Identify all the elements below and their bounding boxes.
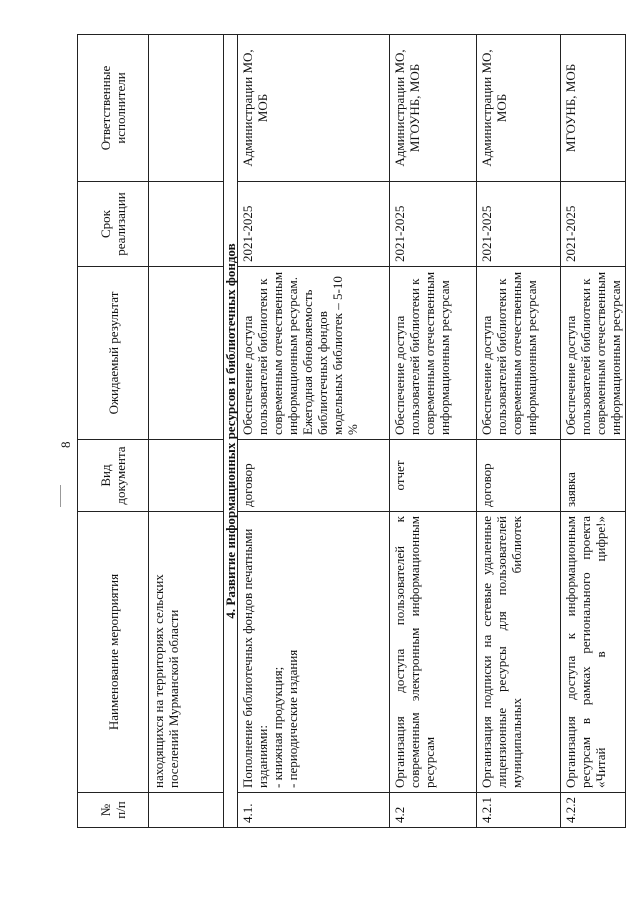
header-doc: Вид документа <box>78 440 149 512</box>
row-term: 2021-2025 <box>390 182 477 267</box>
row-term: 2021-2025 <box>477 182 561 267</box>
row-result: Обеспечение доступа пользователей библиотеки к современным отечественным информационным ресурсам <box>477 267 561 440</box>
page-number: 8 <box>58 441 73 448</box>
continuation-term <box>149 182 224 267</box>
row-num: 4.2 <box>390 793 477 828</box>
row-doc: отчет <box>390 440 477 512</box>
header-num: № п/п <box>78 793 149 828</box>
continuation-resp <box>149 35 224 182</box>
row-bullet: - периодические издания <box>285 649 300 788</box>
row-name: Организация доступа к информационным ресурсам в рамках регионального проекта «Читай в цифре!» <box>561 512 626 793</box>
header-name: Наименование мероприятия <box>78 512 149 793</box>
table-row <box>390 35 477 828</box>
activities-table <box>77 34 626 828</box>
row-name <box>238 512 390 793</box>
row-resp: Администрации МО, МГОУНБ, МОБ <box>390 35 477 182</box>
row-resp: Администрации МО, МОБ <box>238 35 390 182</box>
row-resp: МГОУНБ, МОБ <box>561 35 626 182</box>
section-row <box>224 35 238 828</box>
table-row <box>238 35 390 828</box>
row-num: 4.1. <box>238 793 390 828</box>
row-term: 2021-2025 <box>238 182 390 267</box>
row-result: Обеспечение доступа пользователей библиотеки к современным отечественным информационным ресурсам <box>390 267 477 440</box>
table-row <box>561 35 626 828</box>
row-term: 2021-2025 <box>561 182 626 267</box>
row-num: 4.2.1 <box>477 793 561 828</box>
row-result: Обеспечение доступа пользователей библиотеки к современным отечественным информационным ресурсам <box>561 267 626 440</box>
row-num: 4.2.2 <box>561 793 626 828</box>
table-row-continuation <box>149 35 224 828</box>
row-doc: договор <box>477 440 561 512</box>
header-resp: Ответственные исполнители <box>78 35 149 182</box>
continuation-num <box>149 793 224 828</box>
page-mark <box>60 485 61 507</box>
section-title: 4. Развитие информационных ресурсов и библиотечных фондов <box>224 35 238 828</box>
continuation-result <box>149 267 224 440</box>
row-result: Обеспечение доступа пользователей библиотеки к современным отечественным информационным ресурсам. Ежегодная обновляемость библиотечных фондов модельных библиотек – 5-10 % <box>238 267 390 440</box>
row-doc: договор <box>238 440 390 512</box>
continuation-name: находящихся на территориях сельских поселений Мурманской области <box>149 512 224 793</box>
continuation-doc <box>149 440 224 512</box>
row-name-text: Пополнение библиотечных фондов печатными изданиями: <box>240 528 270 788</box>
row-name: Организация доступа пользователей к современным электронным информационным ресурсам <box>390 512 477 793</box>
table-header-row <box>78 35 149 828</box>
header-term: Срок реализации <box>78 182 149 267</box>
row-doc: заявка <box>561 440 626 512</box>
header-result: Ожидаемый результат <box>78 267 149 440</box>
row-bullet: - книжная продукция; <box>270 666 285 788</box>
row-name: Организация подписки на сетевые удаленные лицензионные ресурсы для пользователей муниципальных библиотек <box>477 512 561 793</box>
row-resp: Администрации МО, МОБ <box>477 35 561 182</box>
rotated-table-wrapper <box>77 35 621 828</box>
table-row <box>477 35 561 828</box>
